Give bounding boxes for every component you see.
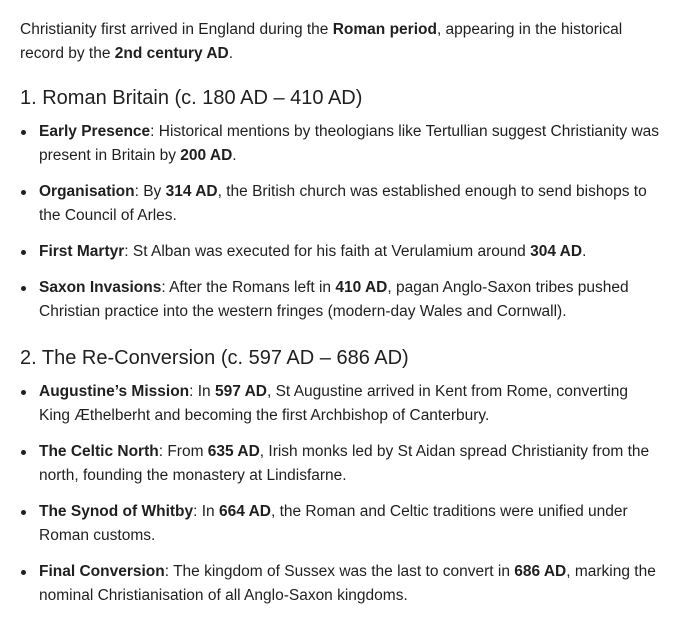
- intro-paragraph: [20, 18, 660, 66]
- bullet-icon: [21, 570, 26, 575]
- list-item: [20, 276, 660, 324]
- list-item: [20, 240, 660, 264]
- item-term: The Synod of Whitby: [39, 503, 194, 520]
- intro-bold: 2nd century AD: [114, 45, 229, 62]
- bullet-icon: [21, 250, 26, 255]
- bullet-icon: [21, 450, 26, 455]
- item-term: First Martyr: [39, 243, 125, 260]
- item-term: The Celtic North: [39, 443, 159, 460]
- intro-text: .: [228, 45, 234, 62]
- item-text: , the British church was established enough to send bishops to the Council of Arles.: [39, 183, 647, 224]
- item-text: : By: [134, 183, 166, 200]
- section-heading-re-conversion: 2. The Re-Conversion (c. 597 AD – 686 AD): [20, 347, 409, 369]
- item-text: , pagan Anglo-Saxon tribes pushed Christian practice into the western fringes (modern-day Wales and Cornwall).: [39, 279, 629, 320]
- item-text: : From: [158, 443, 208, 460]
- item-term: Saxon Invasions: [39, 279, 162, 296]
- bullet-icon: [21, 510, 26, 515]
- item-text: : Historical mentions by theologians like Tertullian suggest Christianity was present in Britain by: [39, 123, 660, 164]
- item-text: : St Alban was executed for his faith at Verulamium around: [124, 243, 531, 260]
- item-text: , St Augustine arrived in Kent from Rome, converting King Æthelberht and becoming the first Archbishop of Canterbury.: [39, 383, 628, 424]
- item-text: , Irish monks led by St Aidan spread Christianity from the north, founding the monastery at Lindisfarne.: [39, 443, 650, 484]
- bullet-icon: [21, 190, 26, 195]
- list-item: [20, 440, 660, 488]
- intro-text: , appearing in the historical record by the: [20, 21, 623, 62]
- list-item: [20, 180, 660, 228]
- item-text: : After the Romans left in: [161, 279, 336, 296]
- intro-bold: Roman period: [332, 21, 437, 38]
- list-item: [20, 120, 660, 168]
- item-text: : In: [193, 503, 219, 520]
- item-term: Final Conversion: [39, 563, 165, 580]
- item-date: 410 AD: [335, 279, 388, 296]
- item-text: , the Roman and Celtic traditions were unified under Roman customs.: [39, 503, 628, 544]
- item-text: .: [582, 243, 587, 260]
- intro-text: Christianity first arrived in England during the: [20, 21, 333, 38]
- item-text: , marking the nominal Christianisation of all Anglo-Saxon kingdoms.: [39, 563, 656, 604]
- list-item: [20, 560, 660, 608]
- item-date: 686 AD: [514, 563, 567, 580]
- item-text: .: [232, 147, 237, 164]
- bullet-icon: [21, 390, 26, 395]
- bullet-list-re-conversion: [20, 380, 660, 608]
- item-term: Organisation: [39, 183, 135, 200]
- bullet-list-roman-britain: [20, 120, 660, 324]
- item-term: Augustine’s Mission: [39, 383, 190, 400]
- item-date: 635 AD: [207, 443, 260, 460]
- item-date: 314 AD: [165, 183, 218, 200]
- item-date: 304 AD: [530, 243, 583, 260]
- item-term: Early Presence: [39, 123, 151, 140]
- bullet-icon: [21, 130, 26, 135]
- item-date: 200 AD: [180, 147, 233, 164]
- item-date: 664 AD: [218, 503, 271, 520]
- list-item: [20, 380, 660, 428]
- item-text: : In: [189, 383, 215, 400]
- bullet-icon: [21, 286, 26, 291]
- item-date: 597 AD: [215, 383, 267, 400]
- item-text: : The kingdom of Sussex was the last to convert in: [164, 563, 515, 580]
- list-item: [20, 500, 660, 548]
- section-heading-roman-britain: 1. Roman Britain (c. 180 AD – 410 AD): [20, 87, 363, 109]
